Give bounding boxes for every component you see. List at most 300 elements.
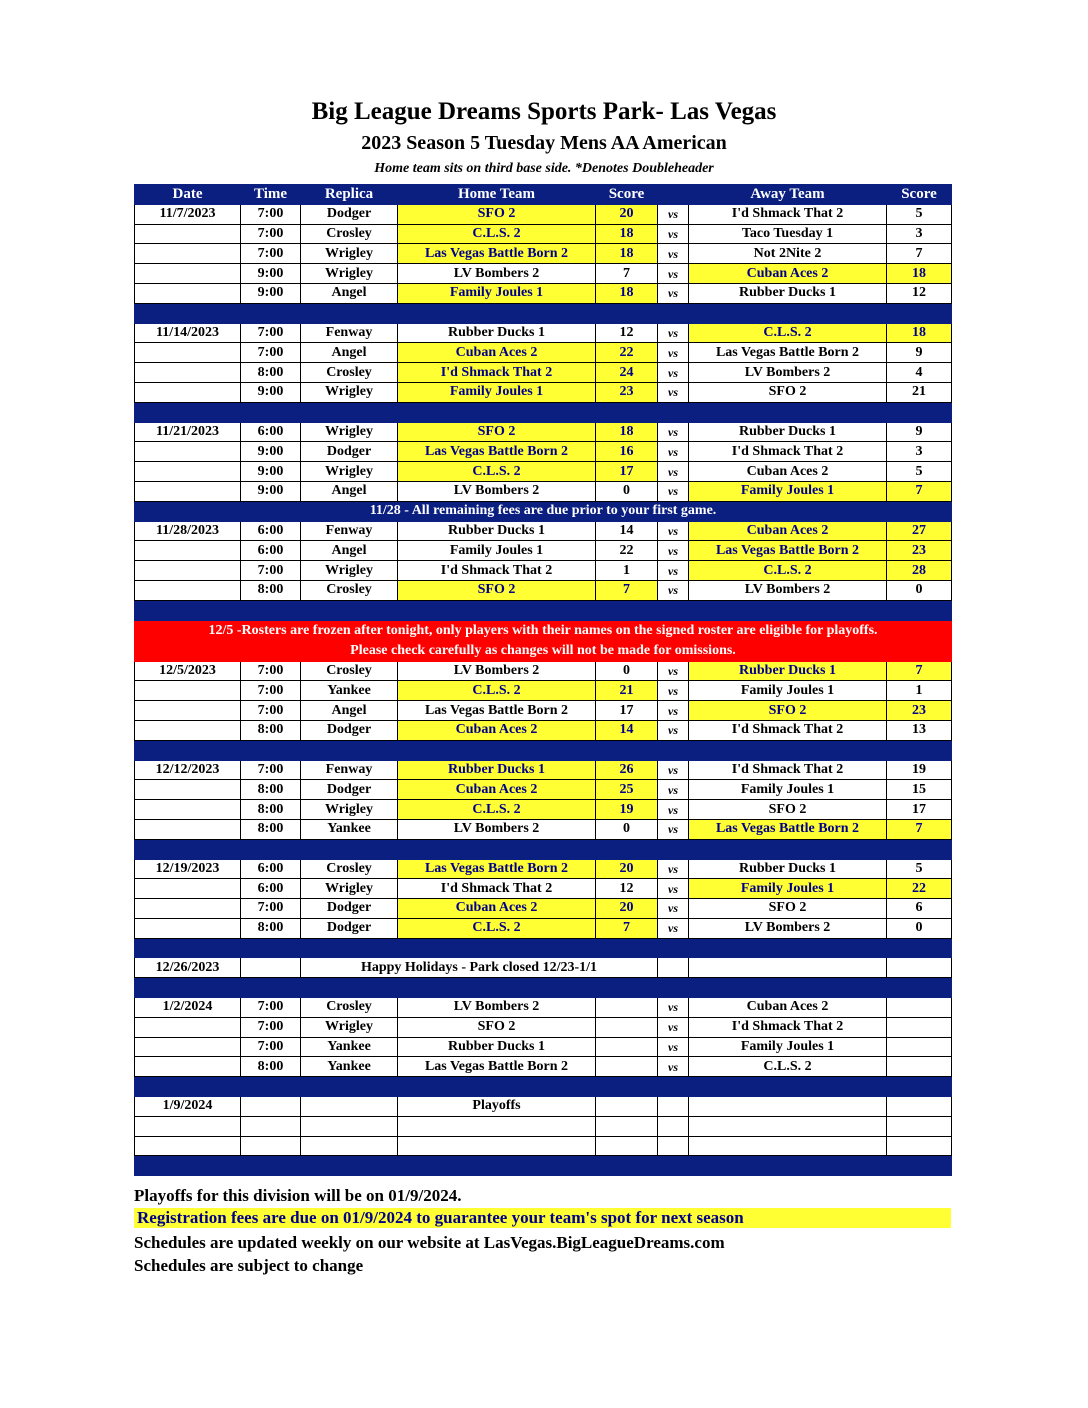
- game-row: [135, 561, 952, 581]
- home-score-cell: 24: [596, 363, 658, 383]
- vs-cell: vs: [658, 204, 689, 224]
- home-team-cell: I'd Shmack That 2: [398, 363, 596, 383]
- home-team-cell: Las Vegas Battle Born 2: [398, 244, 596, 264]
- home-team-cell: Family Joules 1: [398, 283, 596, 303]
- vs-cell: vs: [658, 343, 689, 363]
- game-row: [135, 760, 952, 780]
- time-cell: 6:00: [241, 541, 301, 561]
- field-cell: Angel: [301, 701, 398, 721]
- empty-cell: [596, 1077, 658, 1097]
- empty-cell: [241, 740, 301, 760]
- away-score-cell: [887, 1017, 952, 1037]
- game-row: [135, 1017, 952, 1037]
- away-team-cell: SFO 2: [689, 899, 887, 919]
- date-cell: [135, 1057, 241, 1077]
- date-cell: [135, 224, 241, 244]
- empty-cell: [301, 839, 398, 859]
- empty-cell: [301, 1136, 398, 1156]
- home-score-cell: 18: [596, 224, 658, 244]
- field-cell: Crosley: [301, 363, 398, 383]
- separator-row: [135, 839, 952, 859]
- date-cell: [135, 462, 241, 482]
- time-cell: 7:00: [241, 661, 301, 681]
- away-score-cell: 9: [887, 422, 952, 442]
- away-team-cell: Not 2Nite 2: [689, 244, 887, 264]
- field-cell: Angel: [301, 481, 398, 501]
- empty-cell: [887, 1136, 952, 1156]
- game-row: [135, 661, 952, 681]
- empty-cell: [689, 1077, 887, 1097]
- field-cell: Crosley: [301, 998, 398, 1018]
- empty-cell: [398, 740, 596, 760]
- home-score-cell: 23: [596, 382, 658, 402]
- game-row: [135, 283, 952, 303]
- away-score-cell: 4: [887, 363, 952, 383]
- empty-cell: [689, 1097, 887, 1117]
- field-cell: Wrigley: [301, 800, 398, 820]
- away-team-cell: Cuban Aces 2: [689, 998, 887, 1018]
- away-team-cell: Taco Tuesday 1: [689, 224, 887, 244]
- away-team-cell: Family Joules 1: [689, 481, 887, 501]
- vs-cell: vs: [658, 580, 689, 600]
- field-cell: Crosley: [301, 661, 398, 681]
- footer-registration: Registration fees are due on 01/9/2024 to guarantee your team's spot for next season: [134, 1208, 951, 1228]
- field-cell: Fenway: [301, 323, 398, 343]
- home-team-cell: LV Bombers 2: [398, 264, 596, 284]
- home-score-cell: 7: [596, 264, 658, 284]
- empty-cell: [301, 1077, 398, 1097]
- home-team-cell: C.L.S. 2: [398, 224, 596, 244]
- home-score-cell: 20: [596, 859, 658, 879]
- game-row: [135, 720, 952, 740]
- playoff-label: Playoffs: [398, 1097, 596, 1117]
- away-team-cell: LV Bombers 2: [689, 363, 887, 383]
- away-score-cell: 5: [887, 462, 952, 482]
- time-cell: 7:00: [241, 204, 301, 224]
- game-row: [135, 224, 952, 244]
- away-score-cell: 0: [887, 918, 952, 938]
- home-team-cell: LV Bombers 2: [398, 481, 596, 501]
- home-team-cell: Las Vegas Battle Born 2: [398, 859, 596, 879]
- home-team-cell: Las Vegas Battle Born 2: [398, 701, 596, 721]
- field-cell: Dodger: [301, 204, 398, 224]
- home-score-cell: 14: [596, 720, 658, 740]
- empty-cell: [301, 1116, 398, 1136]
- away-team-cell: Las Vegas Battle Born 2: [689, 541, 887, 561]
- home-score-cell: [596, 1037, 658, 1057]
- away-score-cell: 23: [887, 541, 952, 561]
- home-team-cell: Cuban Aces 2: [398, 343, 596, 363]
- empty-cell: [596, 839, 658, 859]
- game-row: [135, 701, 952, 721]
- home-team-cell: Rubber Ducks 1: [398, 521, 596, 541]
- home-score-cell: 18: [596, 283, 658, 303]
- empty-cell: [135, 1077, 241, 1097]
- vs-cell: vs: [658, 701, 689, 721]
- game-row: [135, 681, 952, 701]
- empty-cell: [596, 600, 658, 620]
- fees-notice: 11/28 - All remaining fees are due prior to your first game.: [135, 501, 952, 521]
- away-team-cell: Rubber Ducks 1: [689, 283, 887, 303]
- date-cell: [135, 819, 241, 839]
- empty-cell: [887, 839, 952, 859]
- empty-cell: [398, 1136, 596, 1156]
- field-cell: Crosley: [301, 580, 398, 600]
- game-row: [135, 800, 952, 820]
- away-team-cell: I'd Shmack That 2: [689, 1017, 887, 1037]
- field-cell: Angel: [301, 283, 398, 303]
- away-team-cell: Family Joules 1: [689, 879, 887, 899]
- away-team-cell: Cuban Aces 2: [689, 264, 887, 284]
- home-team-cell: Cuban Aces 2: [398, 899, 596, 919]
- vs-cell: vs: [658, 1017, 689, 1037]
- away-score-cell: 19: [887, 760, 952, 780]
- away-score-cell: 13: [887, 720, 952, 740]
- empty-cell: [658, 978, 689, 998]
- time-cell: 7:00: [241, 1037, 301, 1057]
- time-cell: 7:00: [241, 224, 301, 244]
- home-team-cell: Cuban Aces 2: [398, 780, 596, 800]
- away-team-cell: I'd Shmack That 2: [689, 442, 887, 462]
- empty-cell: [135, 1136, 241, 1156]
- empty-cell: [301, 303, 398, 323]
- field-cell: Angel: [301, 541, 398, 561]
- home-score-cell: 12: [596, 879, 658, 899]
- away-score-cell: 0: [887, 580, 952, 600]
- date-cell: [135, 681, 241, 701]
- home-score-cell: 22: [596, 343, 658, 363]
- empty-cell: [398, 402, 596, 422]
- empty-cell: [689, 938, 887, 958]
- date-cell: [135, 1017, 241, 1037]
- away-team-cell: Las Vegas Battle Born 2: [689, 819, 887, 839]
- col-header-away-score: Score: [887, 185, 952, 205]
- footer-disclaimer: Schedules are subject to change: [134, 1256, 364, 1275]
- field-cell: Wrigley: [301, 264, 398, 284]
- date-cell: 11/14/2023: [135, 323, 241, 343]
- home-score-cell: 19: [596, 800, 658, 820]
- vs-cell: vs: [658, 541, 689, 561]
- empty-cell: [658, 1136, 689, 1156]
- home-team-cell: LV Bombers 2: [398, 661, 596, 681]
- game-row: [135, 1057, 952, 1077]
- game-row: [135, 343, 952, 363]
- roster-alert-line1: 12/5 -Rosters are frozen after tonight, only players with their names on the signed roster are eligible for playoffs.: [208, 622, 878, 638]
- col-header-replica: Replica: [301, 185, 398, 205]
- field-cell: Dodger: [301, 442, 398, 462]
- home-score-cell: 0: [596, 481, 658, 501]
- game-row: [135, 580, 952, 600]
- field-cell: Yankee: [301, 819, 398, 839]
- time-cell: 9:00: [241, 462, 301, 482]
- home-team-cell: Rubber Ducks 1: [398, 323, 596, 343]
- field-cell: Fenway: [301, 521, 398, 541]
- separator-row: [135, 600, 952, 620]
- date-cell: [135, 363, 241, 383]
- empty-cell: [135, 938, 241, 958]
- blank-row: [135, 1136, 952, 1156]
- home-score-cell: 20: [596, 899, 658, 919]
- field-cell: Wrigley: [301, 1017, 398, 1037]
- empty-cell: [596, 1097, 658, 1117]
- date-cell: [135, 879, 241, 899]
- empty-cell: [658, 1077, 689, 1097]
- away-team-cell: SFO 2: [689, 382, 887, 402]
- col-header-date: Date: [135, 185, 241, 205]
- empty-cell: [887, 1156, 952, 1176]
- time-cell: 7:00: [241, 998, 301, 1018]
- col-header-home-team: Home Team: [398, 185, 596, 205]
- away-team-cell: LV Bombers 2: [689, 918, 887, 938]
- vs-cell: vs: [658, 442, 689, 462]
- field-cell: Wrigley: [301, 879, 398, 899]
- game-row: [135, 521, 952, 541]
- vs-cell: vs: [658, 462, 689, 482]
- away-score-cell: 1: [887, 681, 952, 701]
- home-score-cell: 25: [596, 780, 658, 800]
- date-cell: 11/28/2023: [135, 521, 241, 541]
- field-cell: Dodger: [301, 780, 398, 800]
- vs-cell: vs: [658, 879, 689, 899]
- away-score-cell: 5: [887, 859, 952, 879]
- time-cell: 9:00: [241, 264, 301, 284]
- empty-cell: [241, 1156, 301, 1176]
- vs-cell: vs: [658, 720, 689, 740]
- time-cell: 8:00: [241, 363, 301, 383]
- away-score-cell: 3: [887, 224, 952, 244]
- field-cell: Wrigley: [301, 382, 398, 402]
- field-cell: Crosley: [301, 859, 398, 879]
- empty-cell: [398, 1116, 596, 1136]
- home-team-cell: Family Joules 1: [398, 382, 596, 402]
- away-team-cell: LV Bombers 2: [689, 580, 887, 600]
- empty-cell: [658, 1156, 689, 1176]
- away-team-cell: I'd Shmack That 2: [689, 760, 887, 780]
- empty-cell: [135, 402, 241, 422]
- empty-cell: [241, 1116, 301, 1136]
- away-team-cell: Rubber Ducks 1: [689, 422, 887, 442]
- empty-cell: [689, 303, 887, 323]
- away-team-cell: C.L.S. 2: [689, 1057, 887, 1077]
- empty-cell: [689, 1116, 887, 1136]
- home-team-cell: Rubber Ducks 1: [398, 760, 596, 780]
- vs-cell: vs: [658, 899, 689, 919]
- closed-row: [135, 958, 952, 978]
- vs-cell: vs: [658, 224, 689, 244]
- vs-cell: vs: [658, 1057, 689, 1077]
- empty-cell: [689, 402, 887, 422]
- time-cell: 8:00: [241, 580, 301, 600]
- away-team-cell: Family Joules 1: [689, 1037, 887, 1057]
- time-cell: 9:00: [241, 481, 301, 501]
- vs-cell: vs: [658, 382, 689, 402]
- separator-row: [135, 303, 952, 323]
- roster-alert: [135, 620, 952, 661]
- field-cell: Yankee: [301, 1037, 398, 1057]
- game-row: [135, 541, 952, 561]
- empty-cell: [887, 303, 952, 323]
- away-team-cell: Family Joules 1: [689, 681, 887, 701]
- empty-cell: [887, 958, 952, 978]
- date-cell: [135, 899, 241, 919]
- time-cell: 8:00: [241, 1057, 301, 1077]
- empty-cell: [658, 839, 689, 859]
- home-score-cell: 0: [596, 819, 658, 839]
- away-score-cell: 7: [887, 244, 952, 264]
- empty-cell: [689, 958, 887, 978]
- vs-cell: vs: [658, 363, 689, 383]
- field-cell: Dodger: [301, 899, 398, 919]
- date-cell: [135, 720, 241, 740]
- home-score-cell: 26: [596, 760, 658, 780]
- date-cell: [135, 780, 241, 800]
- empty-cell: [135, 1156, 241, 1176]
- footer-playoffs: Playoffs for this division will be on 01/9/2024.: [134, 1186, 462, 1205]
- separator-row: [135, 1077, 952, 1097]
- home-score-cell: 16: [596, 442, 658, 462]
- empty-cell: [689, 1136, 887, 1156]
- time-cell: 9:00: [241, 382, 301, 402]
- empty-cell: [301, 1097, 398, 1117]
- away-score-cell: [887, 1037, 952, 1057]
- date-cell: 12/19/2023: [135, 859, 241, 879]
- away-score-cell: 22: [887, 879, 952, 899]
- date-cell: [135, 343, 241, 363]
- vs-cell: vs: [658, 1037, 689, 1057]
- empty-cell: [398, 938, 596, 958]
- empty-cell: [398, 303, 596, 323]
- time-cell: 7:00: [241, 681, 301, 701]
- home-score-cell: 21: [596, 681, 658, 701]
- footer-website: Schedules are updated weekly on our website at LasVegas.BigLeagueDreams.com: [134, 1233, 725, 1252]
- game-row: [135, 998, 952, 1018]
- away-score-cell: 21: [887, 382, 952, 402]
- schedule-table: [134, 184, 952, 1176]
- away-score-cell: 6: [887, 899, 952, 919]
- empty-cell: [301, 402, 398, 422]
- home-team-cell: C.L.S. 2: [398, 918, 596, 938]
- date-cell: [135, 264, 241, 284]
- empty-cell: [241, 978, 301, 998]
- vs-cell: vs: [658, 561, 689, 581]
- empty-cell: [241, 1097, 301, 1117]
- empty-cell: [241, 839, 301, 859]
- away-team-cell: I'd Shmack That 2: [689, 204, 887, 224]
- game-row: [135, 899, 952, 919]
- time-cell: 8:00: [241, 800, 301, 820]
- empty-cell: [887, 938, 952, 958]
- empty-cell: [596, 1116, 658, 1136]
- empty-cell: [398, 1156, 596, 1176]
- empty-cell: [658, 938, 689, 958]
- empty-cell: [596, 1156, 658, 1176]
- game-row: [135, 363, 952, 383]
- empty-cell: [658, 303, 689, 323]
- field-cell: Crosley: [301, 224, 398, 244]
- game-row: [135, 244, 952, 264]
- date-cell: [135, 1037, 241, 1057]
- vs-cell: vs: [658, 998, 689, 1018]
- separator-row: [135, 740, 952, 760]
- game-row: [135, 1037, 952, 1057]
- empty-cell: [241, 1077, 301, 1097]
- away-team-cell: SFO 2: [689, 800, 887, 820]
- game-row: [135, 442, 952, 462]
- vs-cell: vs: [658, 819, 689, 839]
- empty-cell: [596, 938, 658, 958]
- time-cell: 7:00: [241, 899, 301, 919]
- game-row: [135, 323, 952, 343]
- empty-cell: [241, 600, 301, 620]
- field-cell: Dodger: [301, 720, 398, 740]
- home-score-cell: 17: [596, 462, 658, 482]
- field-cell: Wrigley: [301, 422, 398, 442]
- time-cell: 6:00: [241, 422, 301, 442]
- away-score-cell: 27: [887, 521, 952, 541]
- field-cell: Dodger: [301, 918, 398, 938]
- away-score-cell: 15: [887, 780, 952, 800]
- time-cell: 7:00: [241, 561, 301, 581]
- vs-cell: vs: [658, 780, 689, 800]
- col-header-vs: [658, 185, 689, 205]
- date-cell: 1/9/2024: [135, 1097, 241, 1117]
- empty-cell: [887, 978, 952, 998]
- schedule-body: [135, 185, 952, 1176]
- empty-cell: [887, 1116, 952, 1136]
- home-team-cell: LV Bombers 2: [398, 998, 596, 1018]
- empty-cell: [241, 938, 301, 958]
- empty-cell: [135, 600, 241, 620]
- page-subtitle: 2023 Season 5 Tuesday Mens AA American: [361, 132, 727, 154]
- empty-cell: [689, 740, 887, 760]
- away-score-cell: 7: [887, 819, 952, 839]
- date-cell: [135, 382, 241, 402]
- home-team-cell: Las Vegas Battle Born 2: [398, 1057, 596, 1077]
- time-cell: 6:00: [241, 859, 301, 879]
- away-score-cell: 23: [887, 701, 952, 721]
- empty-cell: [689, 978, 887, 998]
- page-title: Big League Dreams Sports Park- Las Vegas: [311, 98, 777, 125]
- empty-cell: [241, 303, 301, 323]
- empty-cell: [689, 1156, 887, 1176]
- game-row: [135, 264, 952, 284]
- away-score-cell: 7: [887, 661, 952, 681]
- empty-cell: [135, 740, 241, 760]
- empty-cell: [887, 1097, 952, 1117]
- vs-cell: vs: [658, 521, 689, 541]
- away-score-cell: 28: [887, 561, 952, 581]
- fees-notice-row: [135, 501, 952, 521]
- empty-cell: [658, 600, 689, 620]
- away-score-cell: 18: [887, 264, 952, 284]
- home-score-cell: 22: [596, 541, 658, 561]
- separator-row: [135, 938, 952, 958]
- date-cell: [135, 283, 241, 303]
- empty-cell: [596, 740, 658, 760]
- time-cell: 7:00: [241, 343, 301, 363]
- empty-cell: [596, 1136, 658, 1156]
- time-cell: 9:00: [241, 442, 301, 462]
- vs-cell: vs: [658, 681, 689, 701]
- vs-cell: vs: [658, 481, 689, 501]
- home-team-cell: I'd Shmack That 2: [398, 879, 596, 899]
- time-cell: 8:00: [241, 720, 301, 740]
- time-cell: 7:00: [241, 1017, 301, 1037]
- empty-cell: [301, 1156, 398, 1176]
- empty-cell: [398, 839, 596, 859]
- home-team-cell: SFO 2: [398, 204, 596, 224]
- home-score-cell: 17: [596, 701, 658, 721]
